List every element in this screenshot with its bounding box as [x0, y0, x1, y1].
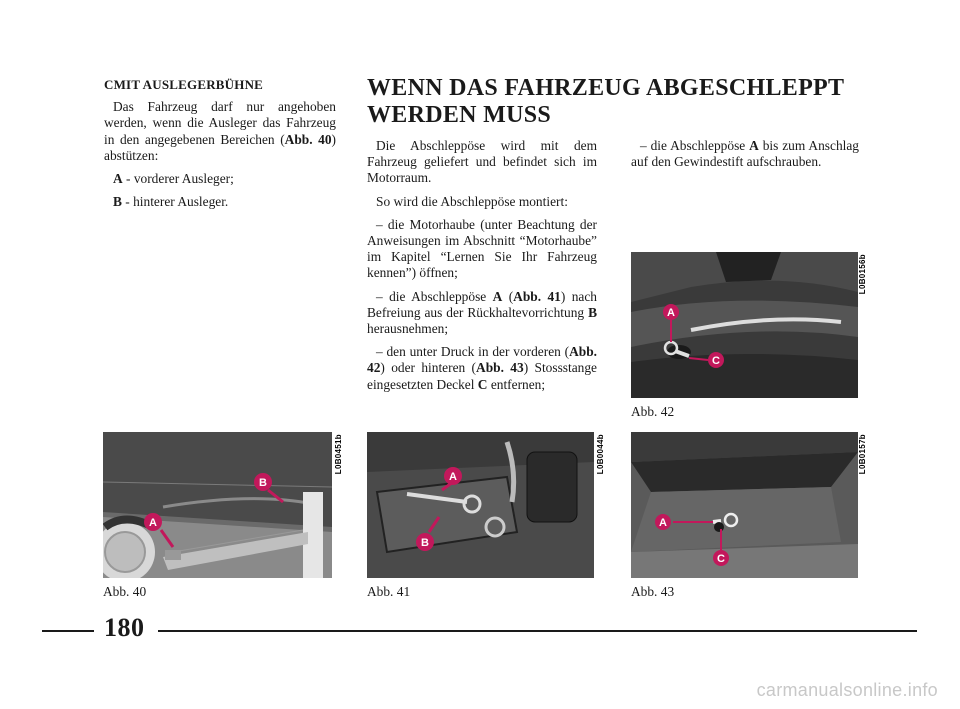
paragraph-2: So wird die Abschleppöse montiert:	[376, 193, 568, 209]
list-item-a: A - vorderer Ausleger;	[113, 171, 234, 187]
figure-caption: Abb. 42	[631, 404, 675, 419]
engine-bay-illustration	[367, 432, 594, 578]
page-title: WENN DAS FAHRZEUG ABGESCHLEPPT WERDEN MUSS	[367, 75, 845, 128]
footer-rule-left	[42, 630, 94, 632]
figure-code: L0B0451b	[334, 434, 343, 475]
figure-code: L0B0157b	[858, 434, 867, 475]
label-a: A	[667, 307, 675, 319]
figure-abb42	[631, 252, 858, 398]
list-item-b: B - hinterer Ausleger.	[113, 194, 229, 210]
paragraph-intro: Das Fahrzeug darf nur angehoben werden, wenn die Ausleger das Fahrzeug in den angegebenen Bereichen (Abb. 40) abstützen:	[104, 99, 336, 163]
label-b: B	[259, 477, 267, 489]
section-heading: CMIT AUSLEGERBÜHNE	[104, 77, 264, 92]
label-c: C	[712, 355, 720, 367]
paragraph-3: – die Motorhaube (unter Beachtung der Anweisungen im Abschnitt “Motorhaube” im Kapitel “Lernen Sie Ihr Fahrzeug kennen”) öffnen;	[367, 216, 597, 281]
footer-rule-right	[158, 630, 917, 632]
figure-abb40	[103, 432, 332, 578]
figure-abb43	[631, 432, 858, 578]
figure-ref: Abb. 43	[476, 360, 524, 376]
label-a: A	[149, 517, 157, 529]
figure-code: L0B0044b	[596, 434, 605, 475]
paragraph-right: – die Abschleppöse A bis zum Anschlag auf den Gewindestift aufschrauben.	[631, 138, 859, 170]
figure-ref: Abb. 42	[367, 344, 597, 376]
figure-caption: Abb. 40	[103, 584, 147, 599]
label-b: B	[421, 537, 429, 549]
figure-ref: Abb. 41	[513, 288, 561, 304]
figure-ref: Abb. 40	[284, 131, 332, 147]
label-a: A	[659, 517, 667, 529]
paragraph-4: – die Abschleppöse A (Abb. 41) nach Befreiung aus der Rückhaltevorrichtung B herausnehmen;	[367, 288, 597, 337]
label-a: A	[449, 471, 457, 483]
figure-code: L0B0156b	[858, 254, 867, 295]
paragraph-5: – den unter Druck in der vorderen (Abb. 42) oder hinteren (Abb. 43) Stossstange eingesetzten Deckel C entfernen;	[367, 344, 597, 392]
paragraph-1: Die Abschleppöse wird mit dem Fahrzeug geliefert und befindet sich im Motorraum.	[367, 138, 597, 186]
figure-caption: Abb. 41	[367, 584, 411, 599]
page-number: 180	[104, 613, 145, 642]
left-column	[104, 77, 336, 217]
rear-bumper-illustration	[631, 432, 858, 578]
figure-caption: Abb. 43	[631, 584, 675, 599]
lift-arms-illustration	[103, 432, 332, 578]
watermark: carmanualsonline.info	[756, 680, 938, 700]
right-column	[631, 138, 859, 177]
front-bumper-illustration	[631, 252, 858, 398]
figure-abb41	[367, 432, 594, 578]
middle-column	[367, 138, 597, 400]
label-c: C	[717, 553, 725, 565]
